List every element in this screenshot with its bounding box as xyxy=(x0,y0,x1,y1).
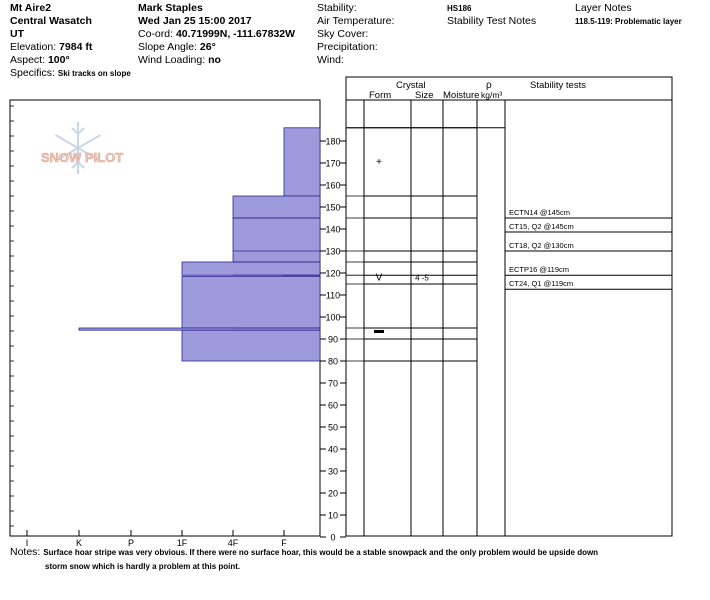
depth-tick-label-5: 50 xyxy=(327,422,339,433)
hardness-tick-label-2: P xyxy=(127,538,135,548)
layer-table-frame xyxy=(346,77,672,536)
depth-tick-label-0: 0 xyxy=(330,532,336,543)
wind-loading-value: no xyxy=(208,54,221,66)
notes-row xyxy=(10,546,598,559)
depth-tick-label-16: 160 xyxy=(325,180,341,191)
stability-tests-header: Stability tests xyxy=(530,80,586,91)
depth-tick-label-14: 140 xyxy=(325,224,341,235)
range-name: Central Wasatch xyxy=(10,15,92,27)
depth-tick-label-4: 40 xyxy=(327,444,339,455)
stability-test-1: CT15, Q2 @145cm xyxy=(509,222,574,231)
size-header: Size xyxy=(415,90,434,101)
layer-notes-value: 118.5-119: Problematic layer xyxy=(575,17,682,26)
density-rho-header: ρ xyxy=(486,80,492,91)
hardness-layer-5 xyxy=(182,276,320,328)
hs-value: HS186 xyxy=(447,4,472,13)
stability-test-4: CT24, Q1 @119cm xyxy=(509,279,574,289)
snowpilot-logo xyxy=(41,122,123,174)
depth-tick-label-11: 110 xyxy=(325,290,341,301)
elevation-label: Elevation: xyxy=(10,41,57,53)
air-temperature-label: Air Temperature: xyxy=(317,15,395,27)
hardness-tick-label-3: 1F xyxy=(176,538,188,548)
stability-test-notes-label: Stability Test Notes xyxy=(447,15,537,27)
depth-tick-label-15: 150 xyxy=(325,202,341,213)
state-name: UT xyxy=(10,28,24,40)
hardness-tick-label-5: F xyxy=(281,538,287,548)
hardness-tick-label-4: 4F xyxy=(227,538,239,548)
observer-name: Mark Staples xyxy=(138,2,203,14)
elevation-value: 7984 ft xyxy=(59,41,93,53)
hardness-layer-2 xyxy=(233,218,320,262)
coord-value: 40.71999N, -111.67832W xyxy=(175,28,296,40)
notes-text-line2: storm snow which is hardly a problem at this point. xyxy=(45,562,241,571)
slope-label: Slope Angle: xyxy=(138,41,197,53)
hardness-layer-0 xyxy=(284,128,320,196)
specifics-value: Ski tracks on slope xyxy=(57,69,131,78)
depth-tick-label-1: 10 xyxy=(327,510,339,521)
aspect-value: 100° xyxy=(47,54,70,66)
depth-tick-label-18: 180 xyxy=(325,136,341,147)
depth-tick-label-9: 90 xyxy=(327,334,339,345)
hardness-layer-7 xyxy=(182,330,320,361)
depth-tick-label-8: 80 xyxy=(327,356,339,367)
snowflake-icon xyxy=(56,122,101,174)
depth-tick-label-10: 100 xyxy=(325,312,341,323)
depth-tick-label-3: 30 xyxy=(327,466,339,477)
location-name: Mt Aire2 xyxy=(10,2,52,14)
wind-label: Wind: xyxy=(317,54,344,66)
stability-test-0: ECTN14 @145cm xyxy=(509,208,570,217)
crystal-header: Crystal xyxy=(396,80,426,91)
crystal-form-1: V xyxy=(375,272,383,284)
depth-tick-label-6: 60 xyxy=(327,400,339,411)
snowpilot-logo-text: SNOW PILOT xyxy=(40,150,124,165)
crystal-size-1: 4 -5 xyxy=(415,273,429,283)
depth-tick-label-12: 120 xyxy=(325,268,341,279)
form-header: Form xyxy=(369,90,392,101)
notes-text-line1: Surface hoar stripe was very obvious. If there were no surface hoar, this would be a stable snowpack and the only problem would be upside down xyxy=(43,548,599,557)
moisture-header: Moisture xyxy=(443,90,480,101)
hardness-layer-1 xyxy=(233,196,320,218)
specifics-label: Specifics: xyxy=(10,67,55,79)
coord-label: Co-ord: xyxy=(138,28,174,40)
observation-datetime: Wed Jan 25 15:00 2017 xyxy=(138,15,252,27)
crystal-form-0: + xyxy=(376,156,382,168)
depth-tick-label-13: 130 xyxy=(325,246,341,257)
stability-label: Stability: xyxy=(317,2,357,14)
notes-label: Notes: xyxy=(10,546,41,558)
stability-test-3: ECTP16 @119cm xyxy=(509,265,569,275)
wind-loading-label: Wind Loading: xyxy=(138,54,206,66)
hardness-tick-label-1: K xyxy=(75,538,83,548)
depth-tick-label-2: 20 xyxy=(327,488,339,499)
precipitation-label: Precipitation: xyxy=(317,41,378,53)
aspect-label: Aspect: xyxy=(10,54,46,66)
stability-test-2: CT18, Q2 @130cm xyxy=(509,241,574,250)
hardness-tick-label-0: I xyxy=(25,538,29,548)
layer-notes-title: Layer Notes xyxy=(575,2,632,14)
density-unit-header: kg/m³ xyxy=(481,90,503,100)
slope-value: 26° xyxy=(199,41,216,53)
depth-tick-label-7: 70 xyxy=(327,378,339,389)
depth-tick-label-17: 170 xyxy=(325,158,341,169)
hardness-layer-3 xyxy=(182,262,320,275)
crystal-form-2: ▬ xyxy=(374,325,384,337)
sky-cover-label: Sky Cover: xyxy=(317,28,369,40)
